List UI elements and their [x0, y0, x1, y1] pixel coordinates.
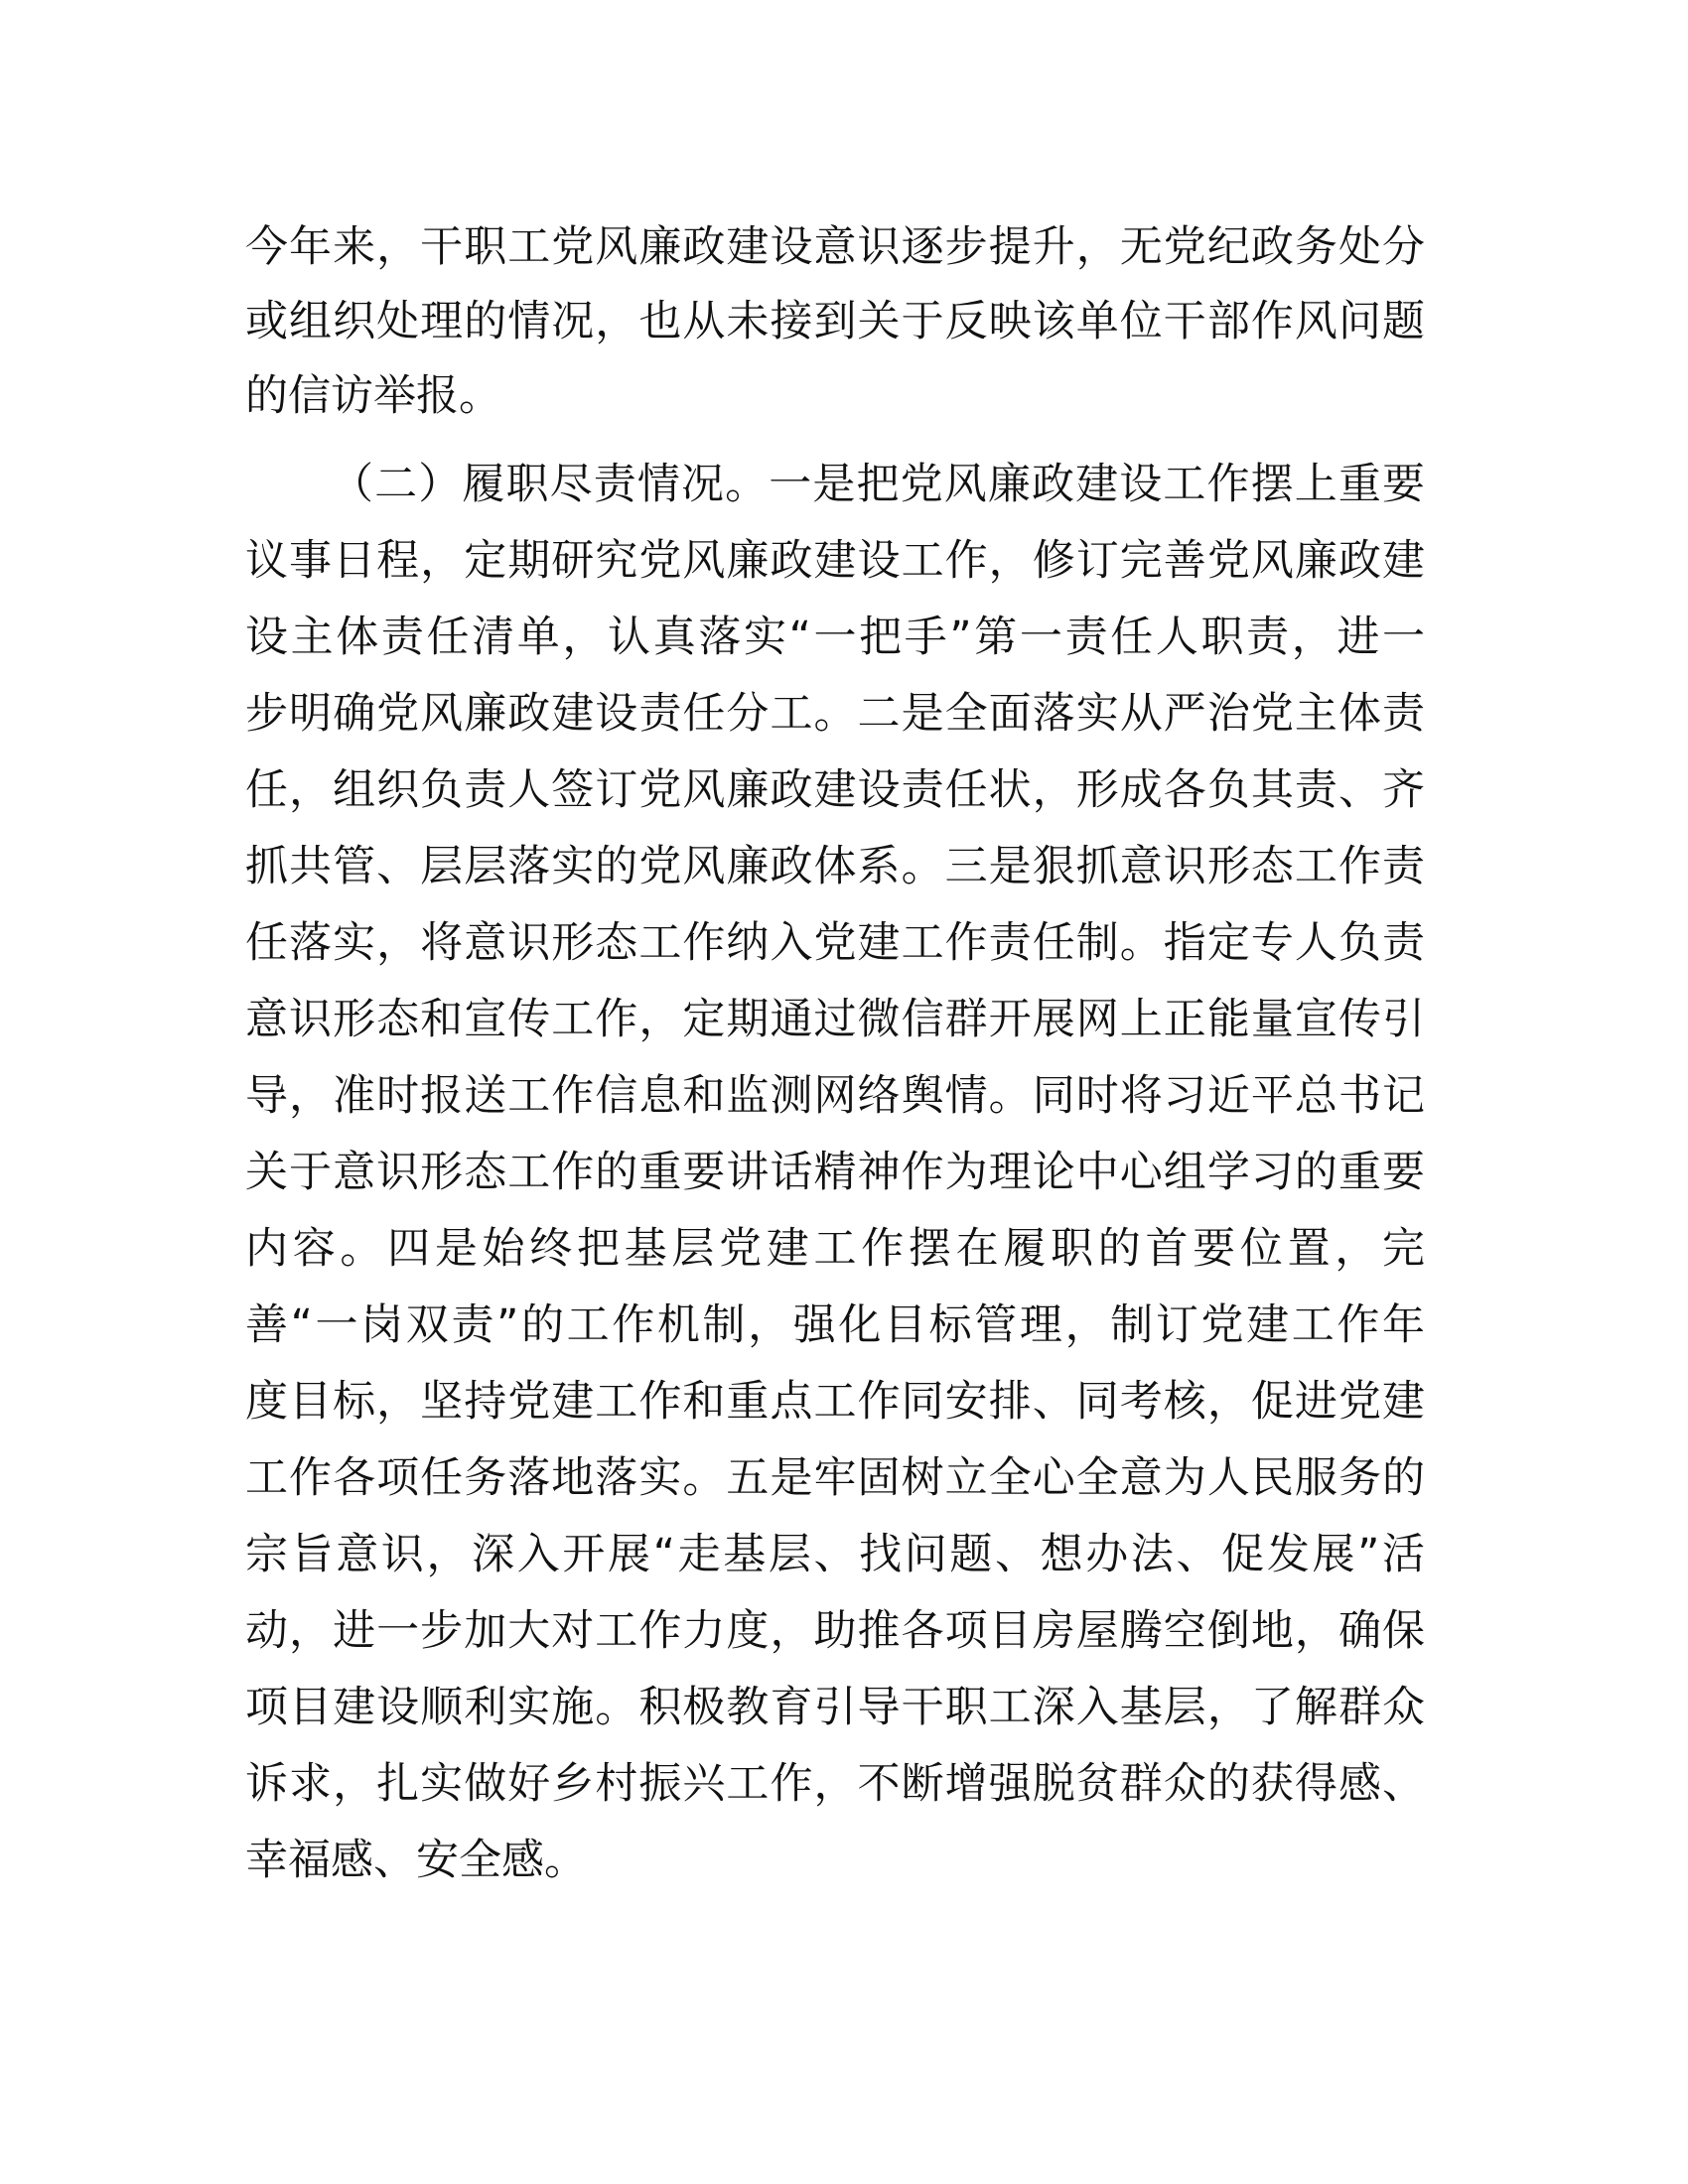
text-line: 导，准时报送工作信息和监测网络舆情。同时将习近平总书记	[245, 1071, 1425, 1121]
text-line: 抓共管、层层落实的党风廉政体系。三是狠抓意识形态工作责	[245, 842, 1425, 891]
text-line: 议事日程，定期研究党风廉政建设工作，修订完善党风廉政建	[245, 536, 1425, 586]
text-line: 幸福感、安全感。	[245, 1836, 587, 1885]
text-line: 工作各项任务落地落实。五是牢固树立全心全意为人民服务的	[245, 1453, 1425, 1503]
text-line: 的信访举报。	[245, 371, 501, 421]
text-line: （二）履职尽责情况。一是把党风廉政建设工作摆上重要	[331, 460, 1425, 509]
text-line: 或组织处理的情况，也从未接到关于反映该单位干部作风问题	[245, 297, 1425, 346]
document-page	[245, 210, 1425, 1899]
text-line: 关于意识形态工作的重要讲话精神作为理论中心组学习的重要	[245, 1148, 1425, 1197]
text-line: 任落实，将意识形态工作纳入党建工作责任制。指定专人负责	[245, 918, 1425, 968]
text-line: 设主体责任清单，认真落实“一把手”第一责任人职责，进一	[245, 613, 1425, 662]
text-line: 度目标，坚持党建工作和重点工作同安排、同考核，促进党建	[245, 1377, 1425, 1427]
text-line: 任，组织负责人签订党风廉政建设责任状，形成各负其责、齐	[245, 765, 1425, 815]
text-line: 动，进一步加大对工作力度，助推各项目房屋腾空倒地，确保	[245, 1606, 1425, 1656]
text-line: 今年来，干职工党风廉政建设意识逐步提升，无党纪政务处分	[245, 222, 1425, 272]
text-line: 诉求，扎实做好乡村振兴工作，不断增强脱贫群众的获得感、	[245, 1759, 1425, 1809]
text-line: 意识形态和宣传工作，定期通过微信群开展网上正能量宣传引	[245, 995, 1425, 1044]
paragraph	[245, 210, 1425, 434]
text-line: 宗旨意识，深入开展“走基层、找问题、想办法、促发展”活	[245, 1530, 1425, 1579]
text-line: 步明确党风廉政建设责任分工。二是全面落实从严治党主体责	[245, 689, 1425, 739]
text-line: 内容。四是始终把基层党建工作摆在履职的首要位置，完	[245, 1224, 1425, 1274]
paragraph	[245, 447, 1425, 1899]
text-line: 项目建设顺利实施。积极教育引导干职工深入基层，了解群众	[245, 1683, 1425, 1732]
text-line: 善“一岗双责”的工作机制，强化目标管理，制订党建工作年	[245, 1300, 1425, 1350]
